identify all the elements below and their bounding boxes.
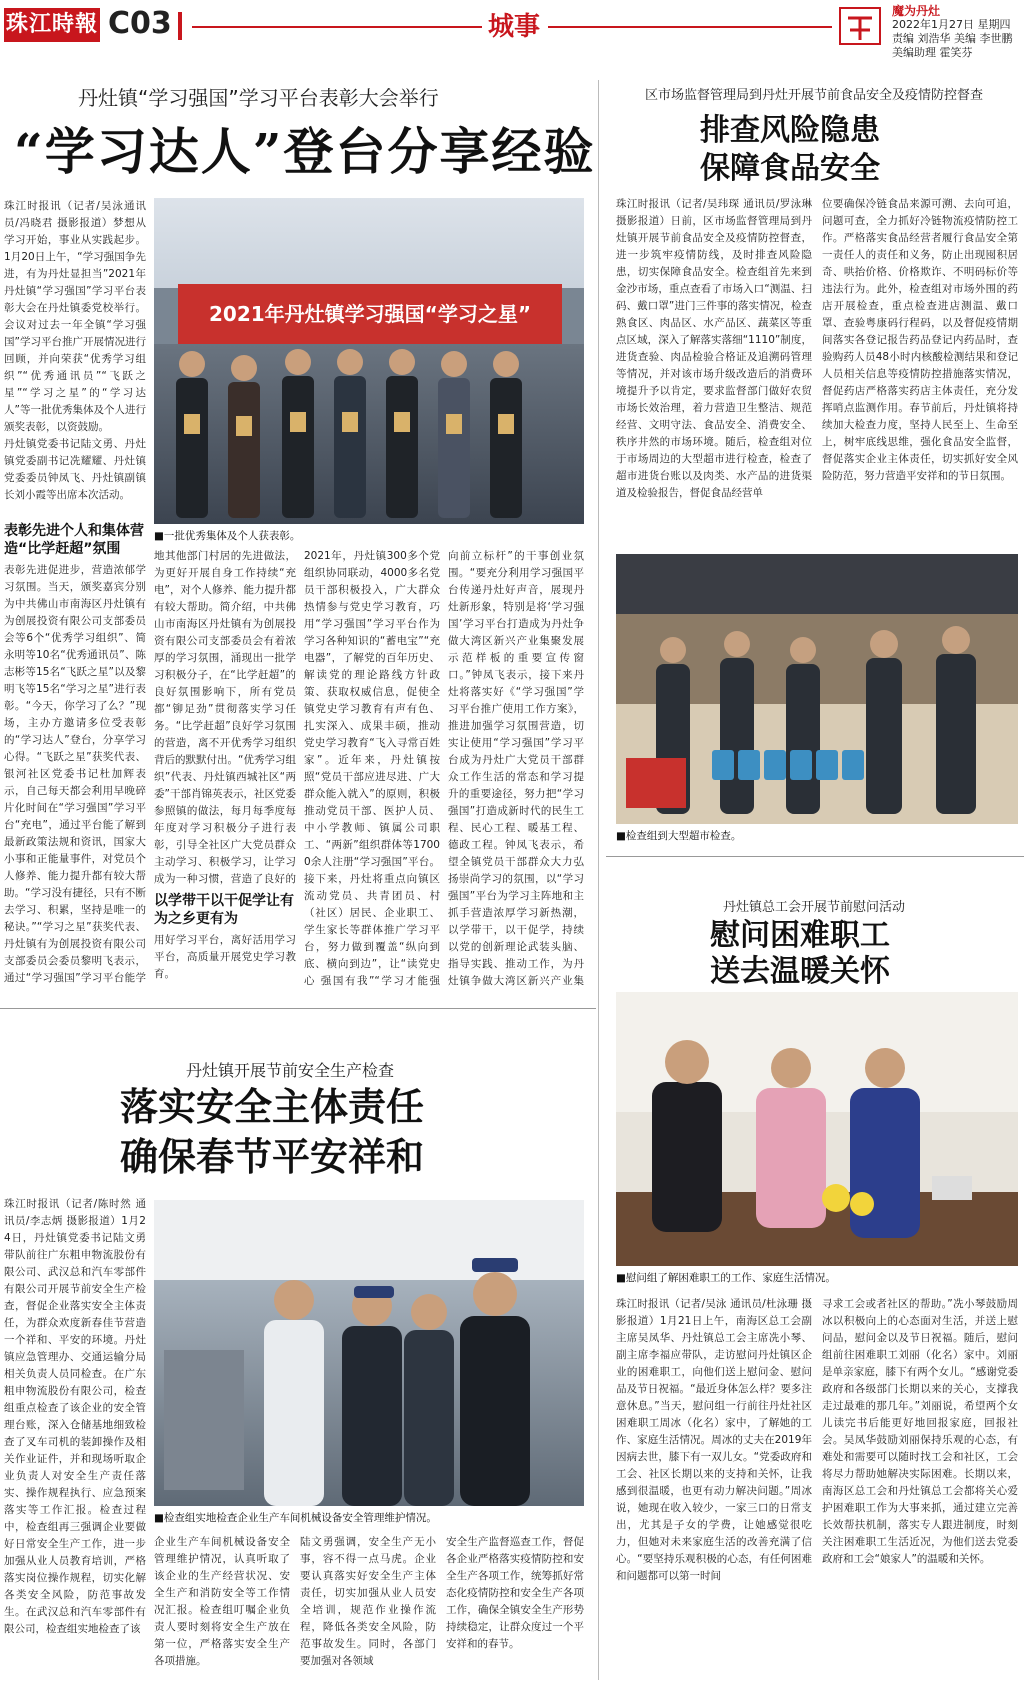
- article2-headline-line2: 保障食品安全: [700, 151, 880, 186]
- masthead-slogan: 魔为丹灶: [892, 4, 941, 18]
- honorees-group-icon: [154, 318, 584, 524]
- visitors-group-icon: [616, 992, 1018, 1266]
- masthead-divider: [178, 12, 182, 40]
- article2-kicker: 区市场监督管理局到丹灶开展节前食品安全及疫情防控督查: [644, 88, 983, 103]
- article3-headline: [710, 918, 890, 990]
- article1-col4-text: 向前立标杆”的干事创业氛围。“要充分利用学习强国平台传递丹灶好声音，展现丹灶新形象，特别是将‘学习强国’学习平台打造成为丹灶争做大湾区新兴产业集聚发展示范样板的重要宣传窗口。”钟凤飞表示，接下来丹灶将落实好《“学习强国”学习平台推广使用工作方案》，推进加强学习氛围营造，切实让使用“学习强国”学习平台成为丹灶广大党员干部群众工作生活的常态和学习提升的重要途径，努力把“学习强国”打造成新时代的民生工程、民心工程、暖基工程、德政工程。钟凤飞表示，希望全镇党员干部群众大力弘扬崇尚学习的氛围，以“学习强国”平台为学习主阵地和主抓手营造浓厚学习新热潮，以学带干，以干促学，持续以党的创新理论武装头脑、指导实践、推动工作，为丹灶镇争做大湾区新兴产业集: [448, 550, 584, 987]
- editor-credits: 责编 刘浩华 美编 李世鹏: [892, 32, 1013, 45]
- inspectors-group-icon: [616, 554, 1018, 824]
- worker-visit-photo: [616, 992, 1018, 1266]
- article4-headline-line1: 落实安全主体责任: [120, 1084, 425, 1129]
- article4-col2-text: 企业生产车间机械设备安全管理维护情况，认真听取了该企业的生产经营状况、安全生产和消防安全等工作情况汇报。检查组叮嘱企业负责人要时刻将安全生产放在第一位，严格落实安全生产各项措施。: [154, 1536, 290, 1667]
- article4-headline: [120, 1082, 424, 1182]
- article4-col3-text: 陆文勇强调，安全生产无小事，容不得一点马虎。企业要认真落实好安全生产主体责任，切实加强从业人员安全培训，规范作业操作流程，降低各类安全风险，防范事故发生。同时，各部门要加强对各领域: [300, 1536, 436, 1667]
- danzao-emblem-icon: [836, 4, 884, 48]
- supermarket-photo-caption: ■检查组到大型超市检查。: [616, 830, 742, 842]
- article1-col1-text: 表彰先进促进步，营造浓郁学习氛围。当天，颁奖嘉宾分别为中共佛山市南海区丹灶镇有为创展投资有限公司支部委员会等6个“优秀学习组织”、简永明等10名“优秀通讯员”、陈志彬等15名“飞跃之星”以及黎明飞等15名“学习之星”进行表彰。“今天，你学习了么？”现场，主办方邀请多位受表彰的“学习达人”登台，分享学习心得。“飞跃之星”获奖代表、银河社区党委书记杜加辉表示，自己每天都会利用早晚碎片化时间在“学习强国”学习平台“充电”，通过平台能了解到最新政策法规和资讯，国家大小事和正能量事件，对党员个人修养、能力提升都有较大帮助。“学习没有捷径，只有不断去学习、积累，坚持是唯一的秘诀。”“学习之星”获奖代表、丹灶镇有为创展投资有限公司支部委员会委员黎明飞表示，通过“学习强国”学习平台能学: [4, 564, 146, 984]
- article1-headline: “学习达人”登台分享经验: [14, 122, 596, 181]
- article2-col2-text: 位要确保冷链食品来源可溯、去向可追，问题可查，全力抓好冷链物流疫情防控工作。严格落实食品经营者履行食品安全第一责任人的责任和义务，防止出现囤积居奇、哄抬价格、价格欺诈、不明码标价等违法行为。此外，检查组对市场外围的药店开展检查，重点检查进店测温、戴口罩、查验粤康码行程码，以及督促疫情期间落实各登记报告药品登记内药品时，查验购药人员48小时内核酸检测结果和登记人员相关信息等疫情防控措施落实情况，督促药店严格落实药店主体责任，充分发挥哨点监测作用。春节前后，丹灶镇将持续加大检查力度，坚持人民至上、生命至上，树牢底线思维，强化食品安全监督，督促落实企业主体责任，切实抓好安全风险防范，努力营造平安祥和的节日氛围。: [822, 198, 1018, 482]
- ceremony-banner: 2021年丹灶镇学习强国“学习之星”: [178, 284, 562, 344]
- article1-kicker: 丹灶镇“学习强国”学习平台表彰大会举行: [78, 86, 439, 110]
- article1-col2-text: 地其他部门村居的先进做法，为更好开展自身工作持续“充电”，对个人修养、能力提升都有较大帮助。简介绍，中共佛山市南海区丹灶镇有为创展投资有限公司支部委员会有着浓厚的学习氛围，涌现出一批学习积极分子，在“比学赶超”的良好氛围影响下，所有党员都“铆足劲”贯彻落实学习任务。“比学赶超”良好学习氛围的营造，离不开优秀学习组织背后的默默付出。“优秀学习组织”代表、丹灶镇西城社区“两委”干部肖锦英表示，社区党委参照镇的做法，每月每季度每年度对学习积极分子进行表彰，引导全社区广大党员群众主动学习、积极学习，让学习成为一种习惯，营造了良好的: [154, 550, 296, 885]
- award-ceremony-photo: [154, 198, 584, 524]
- factory-inspection-photo: [154, 1200, 584, 1506]
- article2-col1-text: 珠江时报讯（记者/吴玮琛 通讯员/罗泳琳 摄影报道）日前，区市场监督管理局到丹灶镇开展节前食品安全及疫情防控督查，进一步筑牢疫情防线，及时排查风险隐患，切实保障食品安全。检查组首先来到金沙市场，重点查看了市场入口“测温、扫码、戴口罩”进门三件事的落实情况，检查熟食区、肉品区、水产品区、蔬菜区等重点区域，深入了解落实落细“1110”制度，进货查验、肉品检验合格证及追溯码管理等情况，并对该市场升级改造后的消费环境提升予以肯定，要求监督部门做好农贸市场长效治理，着力营造卫生整洁、规范经营、文明守法、食品安全、消费安全、秩序井然的市场环境。随后，检查组对位于市场周边的大型超市进行检查，检查了超市进货台账以及肉类、水产品的进货渠道及检验报告，督促食品经营单: [616, 198, 812, 499]
- article3-col1-text: 珠江时报讯（记者/吴泳 通讯员/杜泳珊 摄影报道）1月21日上午，南海区总工会副主席吴凤华、丹灶镇总工会主席冼小琴、副主席李福应带队，走访慰问丹灶镇区企业的困难职工，向他们送上慰问金、慰问品及节日祝福。“最近身体怎么样？要多注意休息。”当天，慰问组一行前往丹灶社区困难职工周冰（化名）家中，了解她的工作、家庭生活情况。周冰的丈夫在2019年因病去世，膝下有一双儿女。“党委政府和工会、社区长期以来的支持和关怀，让我感到很温暖，也更有动力解决问题。”周冰说，她现在收入较少，一家三口的日常支出，尤其是子女的学费，让她感觉很吃力，但她对未来家庭生活的改善充满了信心。“要坚持乐观积极的心态，有任何困难和问题都可以第一时间: [616, 1298, 812, 1582]
- article1-col1: [4, 522, 146, 986]
- issue-date: 2022年1月27日 星期四: [892, 18, 1011, 31]
- article1-lead2-text: 丹灶镇党委书记陆文勇、丹灶镇党委副书记冼耀耀、丹灶镇党委委员钟凤飞、丹灶镇副镇长刘小霞等出席本次活动。: [4, 438, 146, 501]
- newspaper-logo: 珠江時報: [4, 8, 100, 42]
- factory-workers-icon: [154, 1200, 584, 1506]
- supermarket-inspection-photo: [616, 554, 1018, 824]
- article2-headline-line1: 排查风险隐患: [700, 113, 880, 148]
- award-photo-caption: ■一批优秀集体及个人获表彰。: [154, 530, 301, 542]
- article4-kicker: 丹灶镇开展节前安全生产检查: [186, 1061, 395, 1080]
- article3-headline-line1: 慰问困难职工: [710, 918, 890, 953]
- masthead-rule-right: [548, 26, 832, 28]
- article3-headline-line2: 送去温暖关怀: [710, 954, 890, 989]
- column-divider: [598, 80, 599, 1680]
- article3-kicker: 丹灶镇总工会开展节前慰问活动: [722, 900, 905, 915]
- masthead-rule: [192, 26, 482, 28]
- factory-photo-caption: ■检查组实地检查企业生产车间机械设备安全管理维护情况。: [154, 1512, 437, 1524]
- article4-col1-text: 珠江时报讯（记者/陈时然 通讯员/李志炳 摄影报道）1月24日，丹灶镇党委书记陆文勇带队前往广东粗申物流股份有限公司、武汉总和汽车零部件有限公司开展节前安全生产检查，督促企业落实安全主体责任，为群众欢度新春佳节营造一个祥和、平安的环境。丹灶镇应急管理办、交通运输分局相关负责人员同检查。在广东粗申物流股份有限公司，检查组重点检查了该企业的安全管理台账，深入仓储基地细致检查了叉车司机的装卸操作及相关作业证件，并和现场听取企业负责人对安全生产责任落实、操作规程执行、应急预案落实等工作汇报。检查过程中，检查组再三强调企业要做好日常安全生产工作，进一步加强从业人员教育培训，严格落实岗位操作规程，切实化解各类安全风险，防范事故发生。在武汉总和汽车零部件有限公司，检查组实地检查了该: [4, 1198, 146, 1635]
- article1-subhead1: 表彰先进个人和集体营造“比学赶超”氛围: [4, 523, 144, 557]
- article2-headline: [700, 112, 880, 188]
- article1-subhead2: 以学带干以干促学让有为之乡更有为: [154, 893, 294, 927]
- section-rule-left: [0, 1008, 596, 1009]
- article4-headline-line2: 确保春节平安祥和: [120, 1134, 425, 1179]
- section-title: 城事: [488, 12, 541, 42]
- article1-col2: [154, 548, 296, 983]
- visit-photo-caption: ■慰问组了解困难职工的工作、家庭生活情况。: [616, 1272, 836, 1284]
- page-code: C03: [108, 6, 172, 41]
- masthead-info: [892, 4, 1013, 60]
- article1-col3-text: 2021年，丹灶镇300多个党组织协同联动，4000多名党员干部积极投入，广大群众热情参与党史学习教育，巧用“学习强国”学习平台作为学习各种知识的“蓄电宝”“充电器”，了解党的百年历史、解读党的理论路线方针政策、获取权威信息，促使全镇党史学习教育有声有色、扎实深入、成果丰硕，推动党史学习教育“飞入寻常百姓家”。近年来，丹灶镇按照“党员干部应进尽进、广大群众能入就入”的原则，积极推动党员干部、医护人员、中小学教师、镇属公司职工、“两新”组织群体等17000余人注册“学习强国”平台。接下来，丹灶将重点向镇区流动党员、共青团员、村（社区）居民、企业职工、学生家长等群体推广学习平台，努力做到覆盖“纵向到底、横向到边”，让“读党史心 强国有我”“学习才能强: [304, 550, 440, 987]
- article1-lead: [4, 198, 146, 504]
- assistant-credits: 美编助理 霍笑芬: [892, 46, 973, 59]
- article4-col4-text: 安全生产监督巡查工作，督促各企业严格落实疫情防控和安全生产各项工作，统筹抓好常态化疫情防控和安全生产各项工作，确保全镇安全生产形势持续稳定，让群众度过一个平安祥和的春节。: [446, 1536, 584, 1650]
- section-rule: [606, 856, 1024, 857]
- article1-col2-tail: 用好学习平台，离好活用学习平台，高质量开展党史学习教育。: [154, 934, 296, 980]
- article3-col2-text: 寻求工会或者社区的帮助。”冼小琴鼓励周冰以积极向上的心态面对生活，并送上慰问品，慰问金以及节日祝福。随后，慰问组前往困难职工刘丽（化名）家中。刘丽是单亲家庭，膝下有两个女儿。“感谢党委政府和各级部门长期以来的关心，支撑我走过最难的那几年。”刘丽说，希望两个女儿读完书后能更好地回报家庭，回报社会。吴凤华鼓励刘丽保持乐观的心态，有难处和需要可以随时找工会和社区，工会将尽力帮助她解决实际困难。长期以来，南海区总工会和丹灶镇总工会都将关心爱护困难职工作为大事来抓，通过建立完善长效帮扶机制，落实专人跟进制度，时刻关注困难职工生活近况，为他们送去党委政府和工会“娘家人”的温暖和关怀。: [822, 1298, 1018, 1565]
- article1-lead-text: 珠江时报讯（记者/吴泳通讯员/冯晓君 摄影报道）梦想从学习开始，事业从实践起步。1月20日上午，“学习强国争先进，有为丹灶显担当”2021年丹灶镇“学习强国”学习平台表彰大会在丹灶镇委党校举行。会议对过去一年全镇“学习强国”学习平台推广开展情况进行回顾，并向荣获“优秀学习组织”“优秀通讯员”“飞跃之星”“学习之星”的“学习达人”等一批优秀集体及个人进行颁奖表彰，以资鼓励。: [4, 200, 146, 433]
